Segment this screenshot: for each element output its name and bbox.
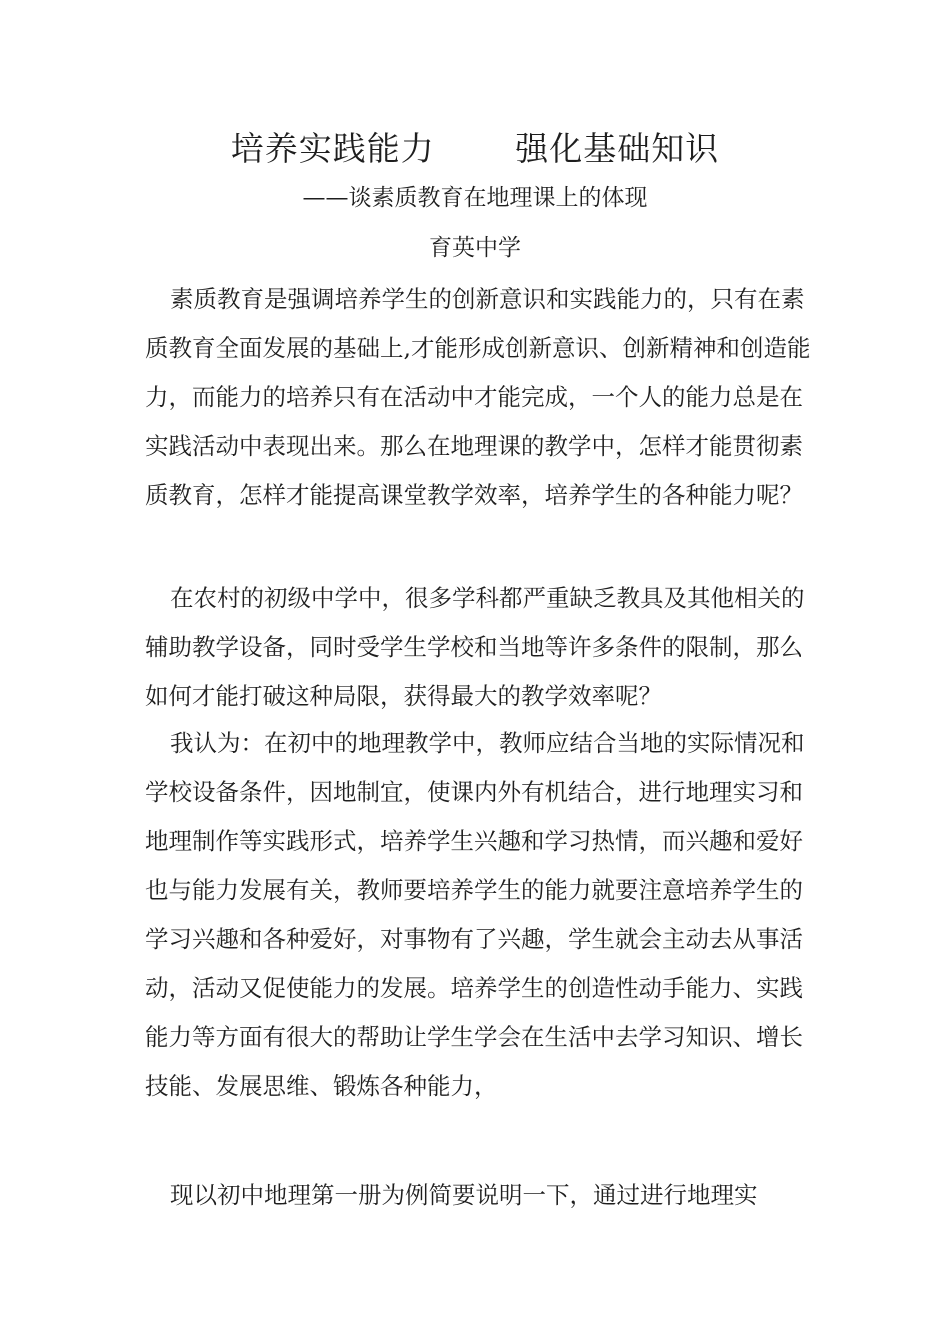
paragraph-4: 现以初中地理第一册为例简要说明一下，通过进行地理实	[170, 1181, 758, 1209]
paragraph-2: 在农村的初级中学中，很多学科都严重缺乏教具及其他相关的辅助教学设备，同时受学生学校和当地等许多条件的限制，那么如何才能打破这种局限，获得最大的教学效率呢？	[145, 584, 805, 710]
paragraph-1: 素质教育是强调培养学生的创新意识和实践能力的，只有在素质教育全面发展的基础上,才能形成创新意识、创新精神和创造能力，而能力的培养只有在活动中才能完成，一个人的能力总是在实践活动中表现出来。那么在地理课的教学中，怎样才能贯彻素质教育，怎样才能提高课堂教学效率，培养学生的各种能力呢？	[145, 285, 811, 509]
document-title: 培养实践能力 强化基础知识	[230, 129, 720, 168]
document-author: 育英中学	[429, 235, 521, 261]
document-subtitle: ——谈素质教育在地理课上的体现	[302, 185, 648, 211]
paragraph-3: 我认为：在初中的地理教学中，教师应结合当地的实际情况和学校设备条件，因地制宜，使课内外有机结合，进行地理实习和地理制作等实践形式，培养学生兴趣和学习热情，而兴趣和爱好也与能力发展有关，教师要培养学生的能力就要注意培养学生的学习兴趣和各种爱好，对事物有了兴趣，学生就会主动去从事活动，活动又促使能力的发展。培养学生的创造性动手能力、实践能力等方面有很大的帮助让学生学会在生活中去学习知识、增长技能、发展思维、锻炼各种能力，	[145, 729, 805, 1100]
